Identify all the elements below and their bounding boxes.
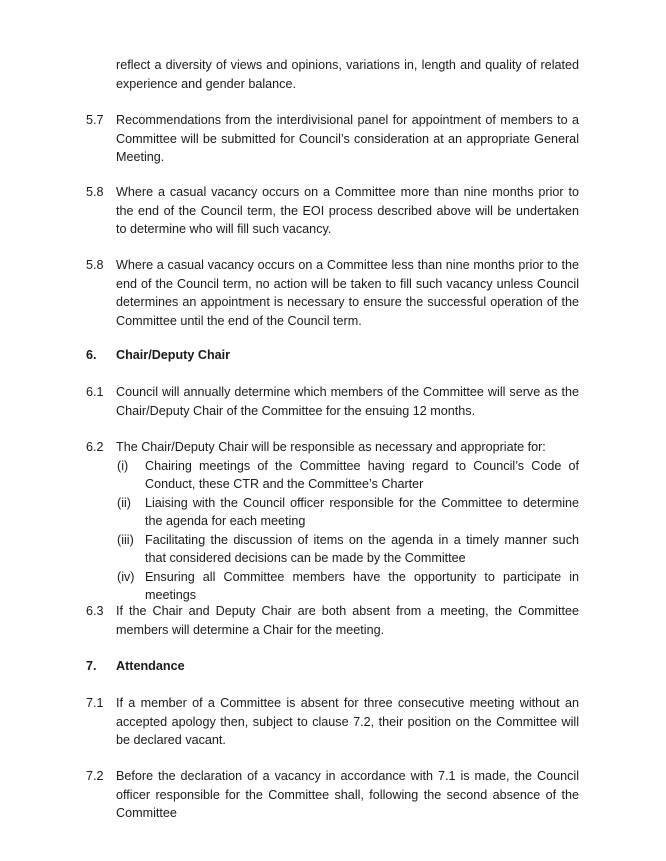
clause-text: If a member of a Committee is absent for three consecutive meeting without an accepted apology then, subject to clause 7.2, their position on the Committee will be declared vacant. bbox=[116, 696, 579, 747]
clause-number: 5.8 bbox=[86, 258, 104, 272]
list-item-label: (i) bbox=[117, 458, 129, 473]
list-item-label: (iii) bbox=[117, 532, 134, 547]
list-item-label: (ii) bbox=[117, 495, 131, 510]
clause-text: The Chair/Deputy Chair will be responsible as necessary and appropriate for: bbox=[116, 440, 546, 454]
clause-text: Before the declaration of a vacancy in accordance with 7.1 is made, the Council officer responsible for the Committee shall, following the second absence of the Committee bbox=[116, 769, 579, 820]
clause-number: 6.2 bbox=[86, 440, 104, 454]
clause-number: 5.8 bbox=[86, 185, 104, 199]
clause-7-2 bbox=[0, 767, 666, 823]
clause-5-7 bbox=[0, 111, 666, 167]
clause-7-1 bbox=[0, 694, 666, 750]
list-item-text: Ensuring all Committee members have the opportunity to participate in meetings bbox=[145, 569, 579, 602]
list-item bbox=[0, 568, 666, 605]
continuation-paragraph bbox=[0, 56, 666, 93]
clause-number: 5.7 bbox=[86, 113, 104, 127]
clause-number: 6.3 bbox=[86, 604, 104, 618]
clause-6-2 bbox=[0, 438, 666, 605]
clause-text: Council will annually determine which members of the Committee will serve as the Chair/Deputy Chair of the Committee for the ensuing 12 months. bbox=[116, 385, 579, 418]
clause-text: If the Chair and Deputy Chair are both absent from a meeting, the Committee members will determine a Chair for the meeting. bbox=[116, 604, 579, 637]
section-number: 6. bbox=[86, 348, 97, 362]
paragraph-text: reflect a diversity of views and opinions, variations in, length and quality of related experience and gender balance. bbox=[116, 58, 579, 91]
clause-6-3 bbox=[0, 602, 666, 639]
section-number: 7. bbox=[86, 659, 97, 673]
clause-6-1 bbox=[0, 383, 666, 420]
section-title: Attendance bbox=[116, 659, 185, 673]
section-6-heading bbox=[0, 346, 666, 365]
clause-text: Recommendations from the interdivisional panel for appointment of members to a Committee will be submitted for Council’s consideration at an appropriate General Meeting. bbox=[116, 113, 579, 164]
list-item bbox=[0, 457, 666, 494]
clause-5-8-second bbox=[0, 256, 666, 330]
list-item-text: Facilitating the discussion of items on the agenda in a timely manner such that considered decisions can be made by the Committee bbox=[145, 532, 579, 565]
clause-number: 6.1 bbox=[86, 385, 104, 399]
clause-text: Where a casual vacancy occurs on a Committee less than nine months prior to the end of the Council term, no action will be taken to fill such vacancy unless Council determines an appointment is necessary to ensure the successful operation of the Committee until the end of the Council term. bbox=[116, 258, 579, 328]
list-item-text: Liaising with the Council officer responsible for the Committee to determine the agenda for each meeting bbox=[145, 495, 579, 528]
clause-number: 7.1 bbox=[86, 696, 104, 710]
section-7-heading bbox=[0, 657, 666, 676]
responsibility-list bbox=[0, 457, 666, 605]
list-item-label: (iv) bbox=[117, 569, 135, 584]
section-title: Chair/Deputy Chair bbox=[116, 348, 231, 362]
list-item-text: Chairing meetings of the Committee having regard to Council’s Code of Conduct, these CTR and the Committee’s Charter bbox=[145, 458, 579, 491]
clause-number: 7.2 bbox=[86, 769, 104, 783]
clause-5-8-first bbox=[0, 183, 666, 239]
clause-text: Where a casual vacancy occurs on a Committee more than nine months prior to the end of the Council term, the EOI process described above will be undertaken to determine who will fill such vacancy. bbox=[116, 185, 579, 236]
list-item bbox=[0, 531, 666, 568]
list-item bbox=[0, 494, 666, 531]
